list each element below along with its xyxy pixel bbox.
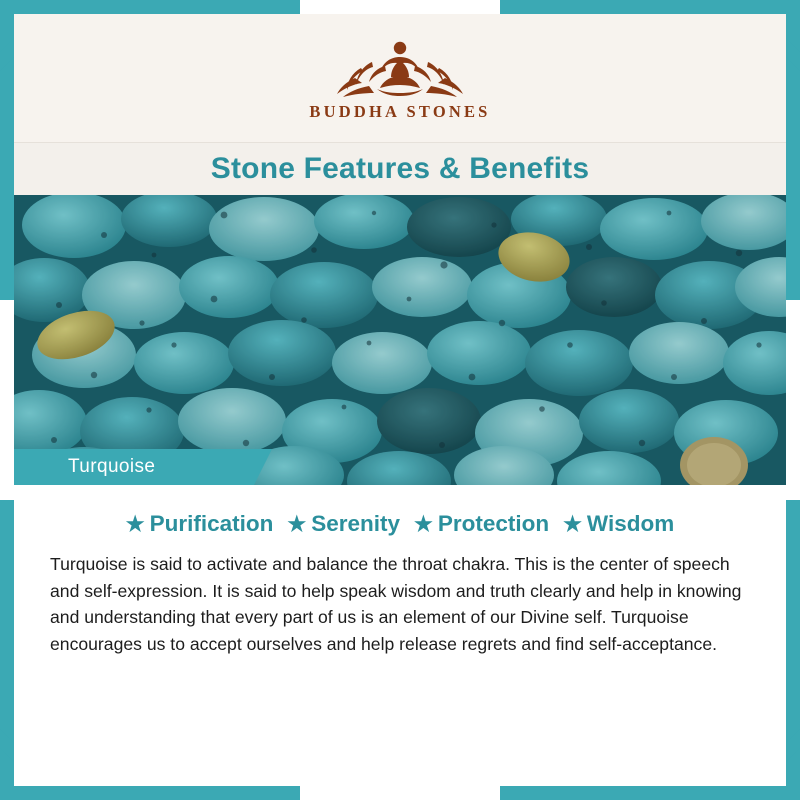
benefit-item [126,511,274,537]
brand-header [14,14,786,142]
star-icon: ★ [413,512,433,536]
turquoise-stones-photo [14,195,786,485]
benefit-label: Purification [149,511,274,536]
benefit-item [563,511,674,537]
benefit-label: Protection [437,511,550,536]
stone-description: Turquoise is said to activate and balance the throat chakra. This is the center of speech and self-expression. It is said to help speak wisdom and truth clearly and help in knowing and understanding that every part of us is an element of our Divine self. Turquoise encourages us to accept ourselves and help release regrets and find self-acceptance. [50,554,742,655]
page-title: Stone Features & Benefits [210,152,590,185]
stone-name-tab [14,449,254,485]
star-icon: ★ [287,512,307,536]
content-area [14,14,786,786]
frame-corner-top-left-horizontal [0,0,300,14]
frame-corner-bottom-right-horizontal [500,786,800,800]
benefit-label: Wisdom [586,511,675,536]
benefit-item [414,511,549,537]
frame-corner-bottom-left-horizontal [0,786,300,800]
benefit-item [287,511,400,537]
stone-name-label: Turquoise [68,456,156,477]
star-icon: ★ [563,512,582,536]
section-title-band [14,142,786,195]
brand-name: BUDDHA STONES [309,102,491,121]
lotus-meditation-icon [325,26,475,106]
frame-corner-top-right-horizontal [500,0,800,14]
benefits-list [14,485,786,545]
hero-image [14,195,786,485]
star-icon: ★ [125,512,145,536]
benefit-label: Serenity [311,511,400,536]
